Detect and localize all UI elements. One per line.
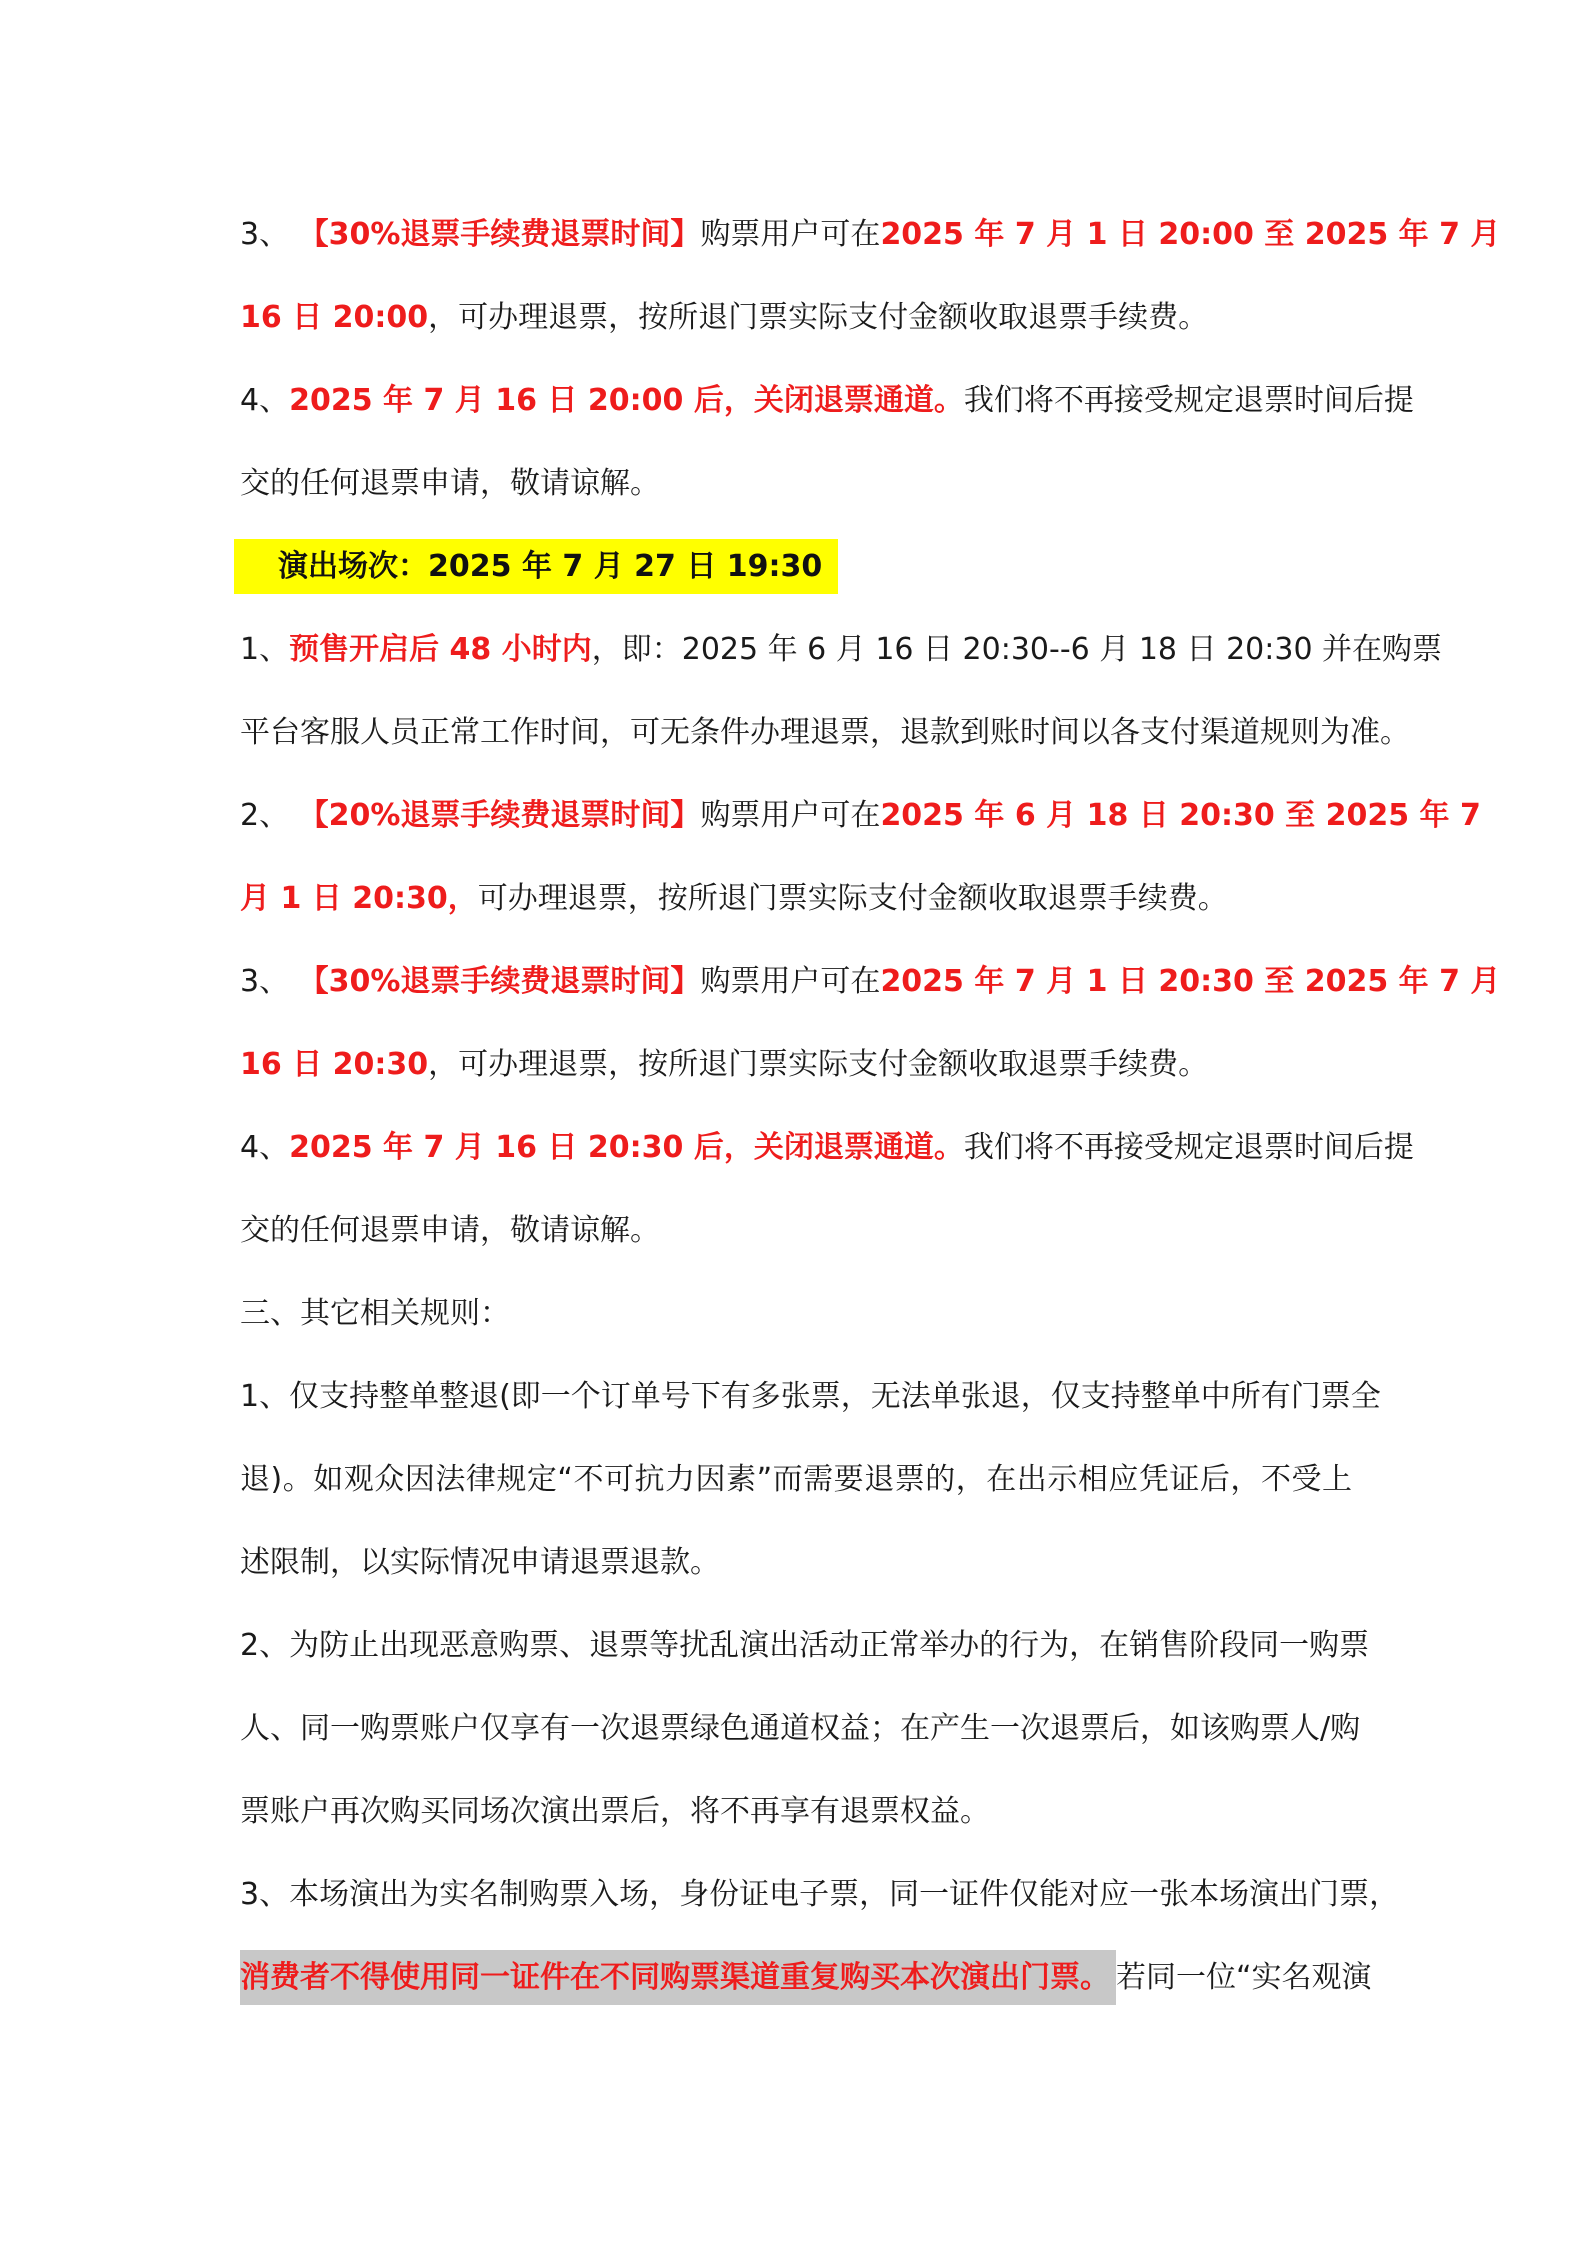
text-line [240, 371, 1414, 454]
body-text: 票账户再次购买同场次演出票后，将不再享有退票权益。 [240, 1794, 990, 1829]
emphasis-text: 2025 年 7 月 16 日 20:00 后，关闭退票通道。 [289, 383, 964, 418]
text-line [240, 1201, 1352, 1284]
body-text: 3、 [240, 964, 299, 999]
text-line [240, 1533, 1352, 1616]
text-line [240, 952, 1501, 1035]
body-text: 我们将不再接受规定退票时间后提 [963, 1130, 1414, 1165]
emphasis-text: 预售开启后 48 小时内 [289, 632, 592, 667]
text-line [240, 537, 1352, 620]
body-text: 购票用户可在 [700, 798, 881, 833]
text-line [240, 703, 1410, 786]
body-text: 4、 [240, 1130, 290, 1165]
text-line [240, 786, 1481, 869]
emphasis-text: 2025 年 7 月 16 日 20:30 后，关闭退票通道。 [289, 1130, 964, 1165]
body-text: 交的任何退票申请，敬请谅解。 [240, 1213, 660, 1248]
text-line [240, 205, 1501, 288]
body-text: 三、其它相关规则： [240, 1296, 510, 1331]
text-line [240, 1782, 1352, 1865]
emphasis-text: 16 日 20:30 [240, 1047, 429, 1082]
body-text: 平台客服人员正常工作时间，可无条件办理退票，退款到账时间以各支付渠道规则为准。 [240, 715, 1410, 750]
body-text: 述限制，以实际情况申请退票退款。 [240, 1545, 720, 1580]
body-text: 3、本场演出为实名制购票入场，身份证电子票，同一证件仅能对应一张本场演出门票， [240, 1877, 1400, 1912]
text-line [240, 1450, 1352, 1533]
body-text: 4、 [240, 383, 290, 418]
highlighted-text: 消费者不得使用同一证件在不同购票渠道重复购买本次演出门票。 [240, 1950, 1116, 2005]
body-text: 交的任何退票申请，敬请谅解。 [240, 466, 660, 501]
text-line [240, 1948, 1372, 2031]
text-line [240, 1865, 1400, 1948]
text-line [240, 1616, 1370, 1699]
document-page [240, 205, 1501, 2031]
body-text: 2、 [240, 798, 299, 833]
body-text: 我们将不再接受规定退票时间后提 [963, 383, 1414, 418]
text-line [240, 454, 1352, 537]
body-text: 可办理退票，按所退门票实际支付金额收取退票手续费。 [477, 881, 1228, 916]
body-text: 购票用户可在 [700, 964, 881, 999]
emphasis-text: 16 日 20:00 [240, 300, 429, 335]
text-line [240, 620, 1443, 703]
emphasis-text: 【20%退票手续费退票时间】 [298, 798, 701, 833]
text-line [240, 869, 1352, 952]
body-text: 人、同一购票账户仅享有一次退票绿色通道权益；在产生一次退票后，如该购票人/购 [240, 1711, 1361, 1746]
body-text: 3、 [240, 217, 299, 252]
text-line [240, 1284, 1352, 1367]
emphasis-text: 2025 年 7 月 1 日 20:00 至 2025 年 7 月 [880, 217, 1501, 252]
body-text: 2、为防止出现恶意购票、退票等扰乱演出活动正常举办的行为，在销售阶段同一购票 [240, 1628, 1370, 1663]
body-text: 购票用户可在 [700, 217, 881, 252]
text-line [240, 1699, 1361, 1782]
emphasis-text: 2025 年 7 月 1 日 20:30 至 2025 年 7 月 [880, 964, 1501, 999]
text-line [240, 1367, 1381, 1450]
body-text: 1、 [240, 632, 290, 667]
body-text: 1、仅支持整单整退(即一个订单号下有多张票，无法单张退，仅支持整单中所有门票全 [240, 1379, 1381, 1414]
body-text: ，可办理退票，按所退门票实际支付金额收取退票手续费。 [428, 300, 1209, 335]
section-heading: 演出场次：2025 年 7 月 27 日 19:30 [234, 539, 838, 594]
body-text: ，即：2025 年 6 月 16 日 20:30--6 月 18 日 20:30 并在购票 [591, 632, 1443, 667]
body-text: 退)。如观众因法律规定“不可抗力因素”而需要退票的，在出示相应凭证后，不受上 [240, 1462, 1352, 1497]
emphasis-text: 月 1 日 20:30， [240, 881, 478, 916]
emphasis-text: 【30%退票手续费退票时间】 [298, 964, 701, 999]
emphasis-text: 【30%退票手续费退票时间】 [298, 217, 701, 252]
text-line [240, 1035, 1352, 1118]
text-line [240, 1118, 1414, 1201]
body-text: ，可办理退票，按所退门票实际支付金额收取退票手续费。 [428, 1047, 1209, 1082]
text-line [240, 288, 1352, 371]
body-text: 若同一位“实名观演 [1116, 1960, 1372, 1995]
emphasis-text: 2025 年 6 月 18 日 20:30 至 2025 年 7 [880, 798, 1481, 833]
